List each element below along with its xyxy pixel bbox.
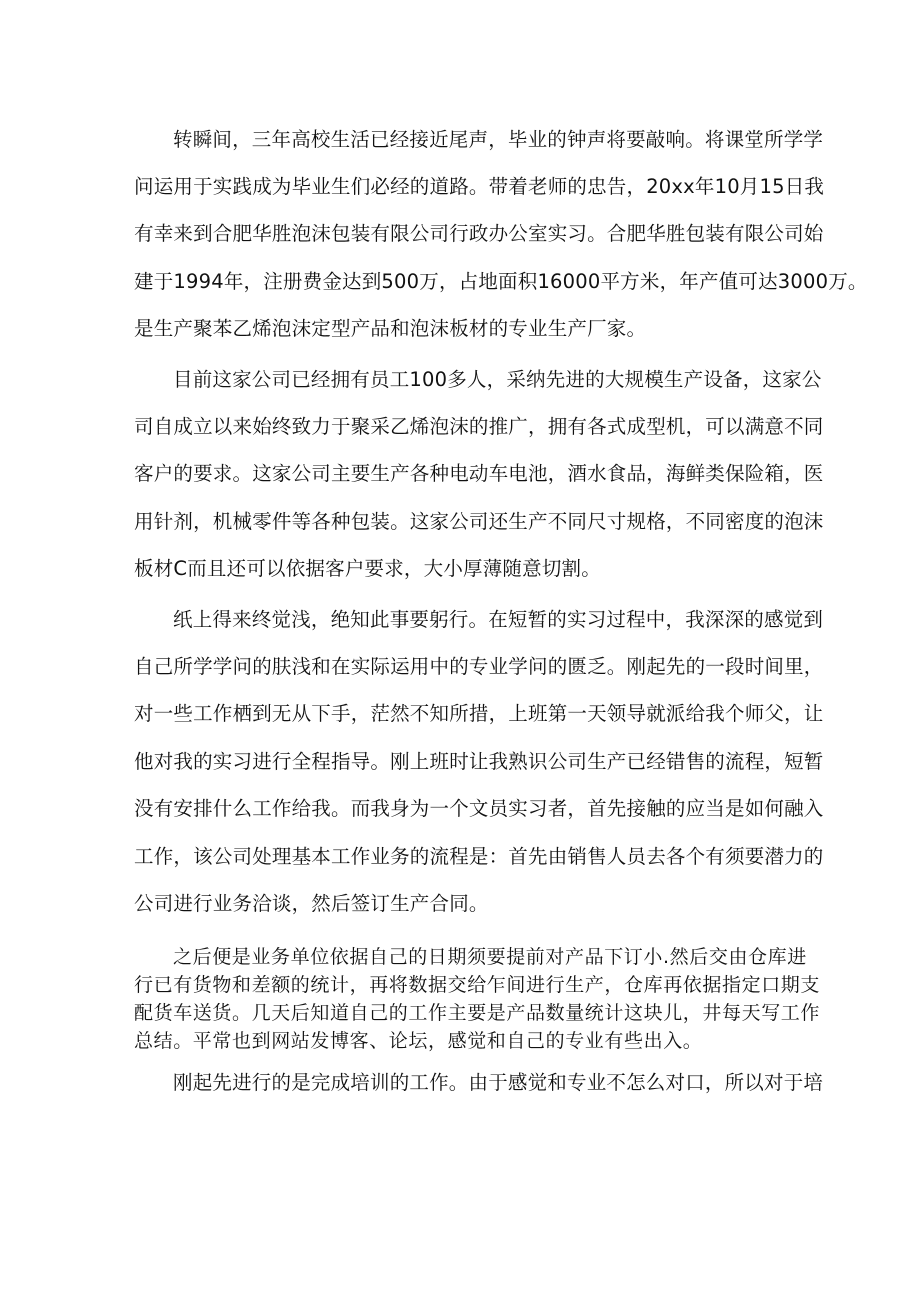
text-line: 客户的要求。这家公司主要生产各种电动车电池，酒水食品，海鲜类保险箱，医 (134, 462, 824, 485)
text-line: 总结。平常也到网站发博客、论坛，感觉和自己的专业有些出入。 (134, 1030, 703, 1052)
text-line: 之后便是业务单位依据自己的日期须要提前对产品下订小.然后交由仓库进 (173, 946, 807, 968)
text-line: 没有安排什么工作给我。而我身为一个文员实习者，首先接触的应当是如何融入 (134, 797, 824, 820)
text-line: 他对我的实习进行全程指导。刚上班时让我熟识公司生产已经错售的流程，短暂 (134, 750, 824, 773)
text-line: 对一些工作栖到无从下手，茫然不知所措，上班第一天领导就派给我个师父，让 (134, 702, 824, 725)
text-line: 公司进行业务洽谈，然后签订生产合同。 (134, 892, 489, 915)
text-line: 转瞬间，三年高校生活已经接近尾声，毕业的钟声将要敲响。将课堂所学学 (173, 128, 824, 151)
text-line: 建于1994年，注册费金达到500万，占地面积16000平方米，年产值可达3000万。 (134, 270, 868, 293)
text-line: 配货车送货。几天后知道自己的工作主要是产品数量统计这块儿，井每天写工作 (134, 1002, 821, 1024)
text-line: 司自成立以来始终致力于聚采乙烯泡沫的推广，拥有各式成型机，可以满意不同 (134, 415, 824, 438)
text-line: 行已有货物和差额的统计，再将数据交给乍间进行生产，仓库再依据指定口期支 (134, 974, 821, 996)
text-line: 纸上得来终觉浅，绝知此事要躬行。在短暂的实习过程中，我深深的感觉到 (173, 608, 824, 631)
text-line: 问运用于实践成为毕业生们必经的道路。带着老师的忠告，20xx年10月15日我 (134, 175, 825, 198)
text-line: 目前这家公司已经拥有员工100多人，采纳先进的大规模生产设备，这家公 (173, 368, 822, 391)
text-line: 板材C而且还可以依据客户要求，大小厚薄随意切割。 (134, 557, 601, 580)
text-line: 工作，该公司处理基本工作业务的流程是：首先由销售人员去各个有须要潜力的 (134, 845, 824, 868)
text-line: 用针剂，机械零件等各种包装。这家公司还生产不同尺寸规格，不同密度的泡沫 (134, 510, 824, 533)
text-line: 有幸来到合肥华胜泡沫包装有限公司行政办公室实习。合肥华胜包装有限公司始 (134, 222, 824, 245)
text-line: 自己所学学问的肤浅和在实际运用中的专业学问的匮乏。刚起先的一段时间里， (134, 655, 824, 678)
text-line: 刚起先进行的是完成培训的工作。由于感觉和专业不怎么对口，所以对于培 (173, 1071, 824, 1094)
text-line: 是生产聚苯乙烯泡沫定型产品和泡沫板材的专业生产厂家。 (134, 317, 647, 340)
